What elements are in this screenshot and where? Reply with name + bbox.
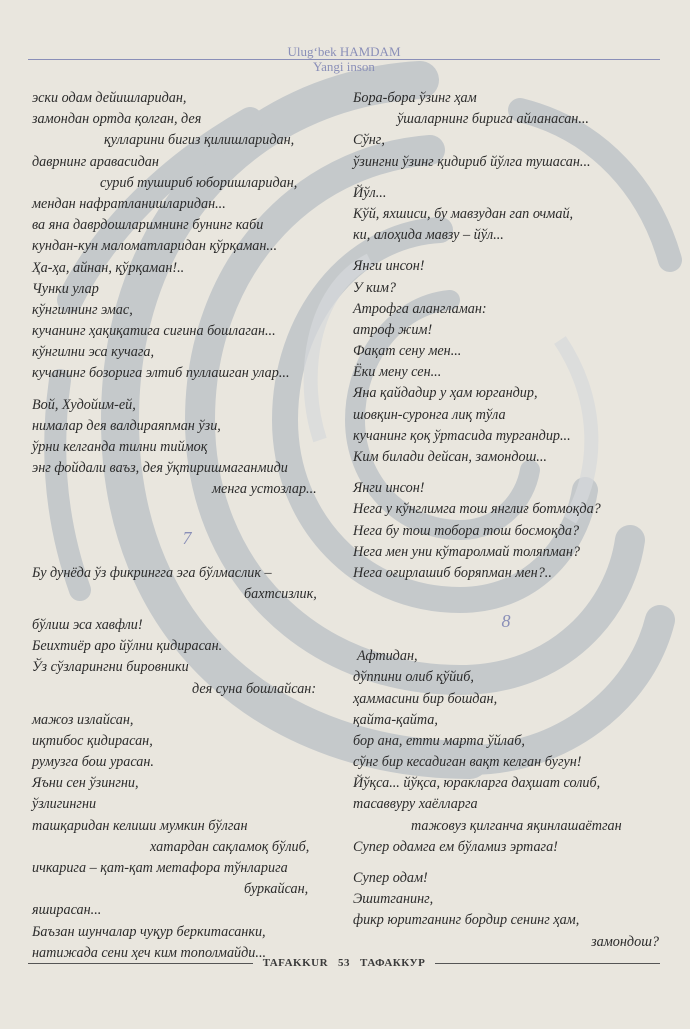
left-column (32, 88, 342, 964)
poem-line: кучанинг ҳақиқатига сиғина бошлаган... (32, 323, 276, 340)
poem-line: суриб тушириб юборишларидан, (100, 174, 298, 191)
page-footer (28, 953, 660, 973)
poem-line: Нега оғирлашиб боряпман мен?.. (353, 564, 552, 581)
poem-line: Йўқса... йўқса, юракларга даҳшат солиб, (353, 775, 601, 792)
poem-line: қайта-қайта, (353, 711, 438, 728)
poem-line: кучанинг бозорига элтиб пуллашган улар... (32, 365, 290, 382)
footer-journal-latin: TAFAKKUR (262, 957, 329, 969)
poem-line: тажовуз қилганча яқинлашаётган (411, 817, 622, 834)
poem-line: мендан нафратланишларидан... (32, 195, 226, 212)
poem-line: дея суна бошлайсан: (192, 680, 317, 697)
poem-line: менга устозлар... (212, 481, 317, 498)
poem-line: Чунки улар (32, 280, 99, 297)
poem-line: Ким билади дейсан, замондош... (353, 449, 547, 465)
poem-line: иқтибос қидирасан, (32, 732, 153, 749)
poem-line: ташқаридан келиши мумкин бўлган (32, 817, 248, 834)
poem-line: Бора-бора ўзинг ҳам (353, 90, 477, 106)
poem-line: Афтидан, (357, 648, 418, 665)
poem-line: Беихтиёр аро йўлни қидирасан. (32, 638, 223, 655)
poem-line: сўнг бир кесадиган вақт келган бугун! (353, 754, 582, 771)
poem-line: энг фойдали ваъз, дея ўқтиришмаганмиди (32, 460, 288, 477)
poem-line: Супер одамга ем бўламиз эртага! (353, 838, 558, 855)
poem-line: буркайсан, (244, 881, 309, 898)
poem-line: кундан-кун маломатларидан қўрқаман... (32, 238, 278, 255)
poem-line: Баъзан шунчалар чуқур беркитасанки, (32, 923, 266, 940)
poem-line: Бу дунёда ўз фикрингга эга бўлмаслик – (32, 564, 272, 581)
poem-line: ўзлигингни (32, 796, 97, 813)
stanza (32, 563, 342, 605)
poem-line: Супер одам! (353, 870, 428, 886)
poem-line: Ўз сўзларингни бировники (32, 659, 189, 676)
poem-line: фикр юритганинг бордир сенинг ҳам, (353, 912, 580, 929)
poem-line: кўнгилнинг эмас, (32, 301, 133, 318)
poem-line: Йўл... (353, 184, 387, 201)
poem-line: ўшаларнинг бирига айланасан... (397, 111, 589, 128)
poem-line: Нега мен уни кўтаролмай толяпман? (353, 543, 581, 560)
right-column (353, 88, 659, 953)
poem-line: ки, алоҳида мавзу – йўл... (353, 227, 504, 244)
stanza (32, 395, 342, 501)
poem-line: Нега бу тош тобора тош босмоқда? (353, 522, 580, 539)
stanza (353, 256, 659, 468)
poem-line: мажоз излайсан, (32, 711, 134, 728)
stanza (32, 615, 342, 700)
poem-line: Фақат сену мен... (353, 343, 462, 360)
poem-line: ичкарига – қат-қат метафора тўнларига (32, 860, 288, 876)
running-header (28, 44, 660, 74)
poem-line: ўрни келганда тилни тиймоқ (32, 439, 208, 455)
footer-rule-left (28, 963, 253, 964)
poem-line: Атрофга алангламан: (353, 300, 487, 317)
poem-line: Эшитганинг, (353, 891, 434, 908)
poem-line: хатардан сақламоқ бўлиб, (150, 838, 310, 855)
page-number: 53 (338, 957, 351, 969)
poem-line: тасаввуру хаёлларга (353, 796, 478, 813)
poem-line: яширасан... (32, 902, 102, 919)
poem-line: Сўнг, (353, 132, 385, 149)
header-author: Ulug‘bek HAMDAM (287, 44, 401, 59)
section-number: 7 (182, 527, 192, 548)
poem-line: Вой, Худойим-ей, (32, 396, 136, 413)
section-number: 8 (501, 611, 511, 632)
poem-line: Яъни сен ўзингни, (32, 775, 139, 792)
poem-line: У ким? (353, 279, 396, 296)
poem-line: замондан ортда қолган, дея (32, 111, 202, 128)
footer-rule-right (435, 963, 660, 964)
poem-line: ҳаммасини бир бошдан, (353, 690, 498, 707)
poem-line: кучанинг қоқ ўртасида тургандир... (353, 427, 571, 444)
poem-line: Янги инсон! (353, 258, 425, 275)
poem-line: нималар дея валдираяпман ўзи, (32, 417, 221, 434)
poem-line: замондош? (591, 933, 659, 950)
poem-line: шовқин-суронга лиқ тўла (353, 406, 506, 423)
poem-line: Ҳа-ҳа, айнан, қўрқаман!.. (32, 259, 185, 276)
stanza (353, 478, 659, 584)
poem-line: натижада сени ҳеч ким тополмайди... (32, 944, 267, 961)
stanza (353, 183, 659, 247)
poem-line: қулларини бигиз қилишларидан, (104, 132, 295, 149)
stanza (353, 868, 659, 953)
poem-line: атроф жим! (353, 321, 433, 338)
poem-line: ва яна даврдошларимнинг бунинг каби (32, 217, 264, 234)
poem-line: бахтсизлик, (244, 585, 317, 602)
poem-line: кўнгилни эса кучага, (32, 344, 155, 361)
poem-line: бор ана, етти марта ўйлаб, (353, 732, 525, 749)
poem-line: Янги инсон! (353, 480, 425, 497)
poem-line: дўппини олиб қўйиб, (353, 669, 474, 686)
poem-line: даврнинг аравасидан (32, 153, 159, 170)
stanza (32, 710, 342, 964)
footer-journal-cyrillic: ТАФАККУР (360, 957, 426, 969)
poem-line: румузга бош урасан. (32, 754, 154, 771)
header-subtitle: Yangi inson (313, 59, 375, 74)
poem-line: ўзингни ўзинг қидириб йўлга тушасан... (353, 153, 591, 170)
stanza (353, 646, 659, 858)
poem-line: Нега у кўнглимга тош янглиғ ботмоқда? (353, 501, 601, 518)
poem-line: Ёки мену сен... (353, 364, 442, 381)
stanza (32, 88, 342, 385)
poem-line: Кўй, яхшиси, бу мавзудан гап очмай, (353, 205, 574, 222)
stanza (353, 88, 659, 173)
poem-line: эски одам дейишларидан, (32, 90, 187, 106)
poem-line: бўлиш эса хавфли! (32, 616, 143, 633)
poem-line: Яна қайдадир у ҳам юргандир, (353, 385, 538, 402)
